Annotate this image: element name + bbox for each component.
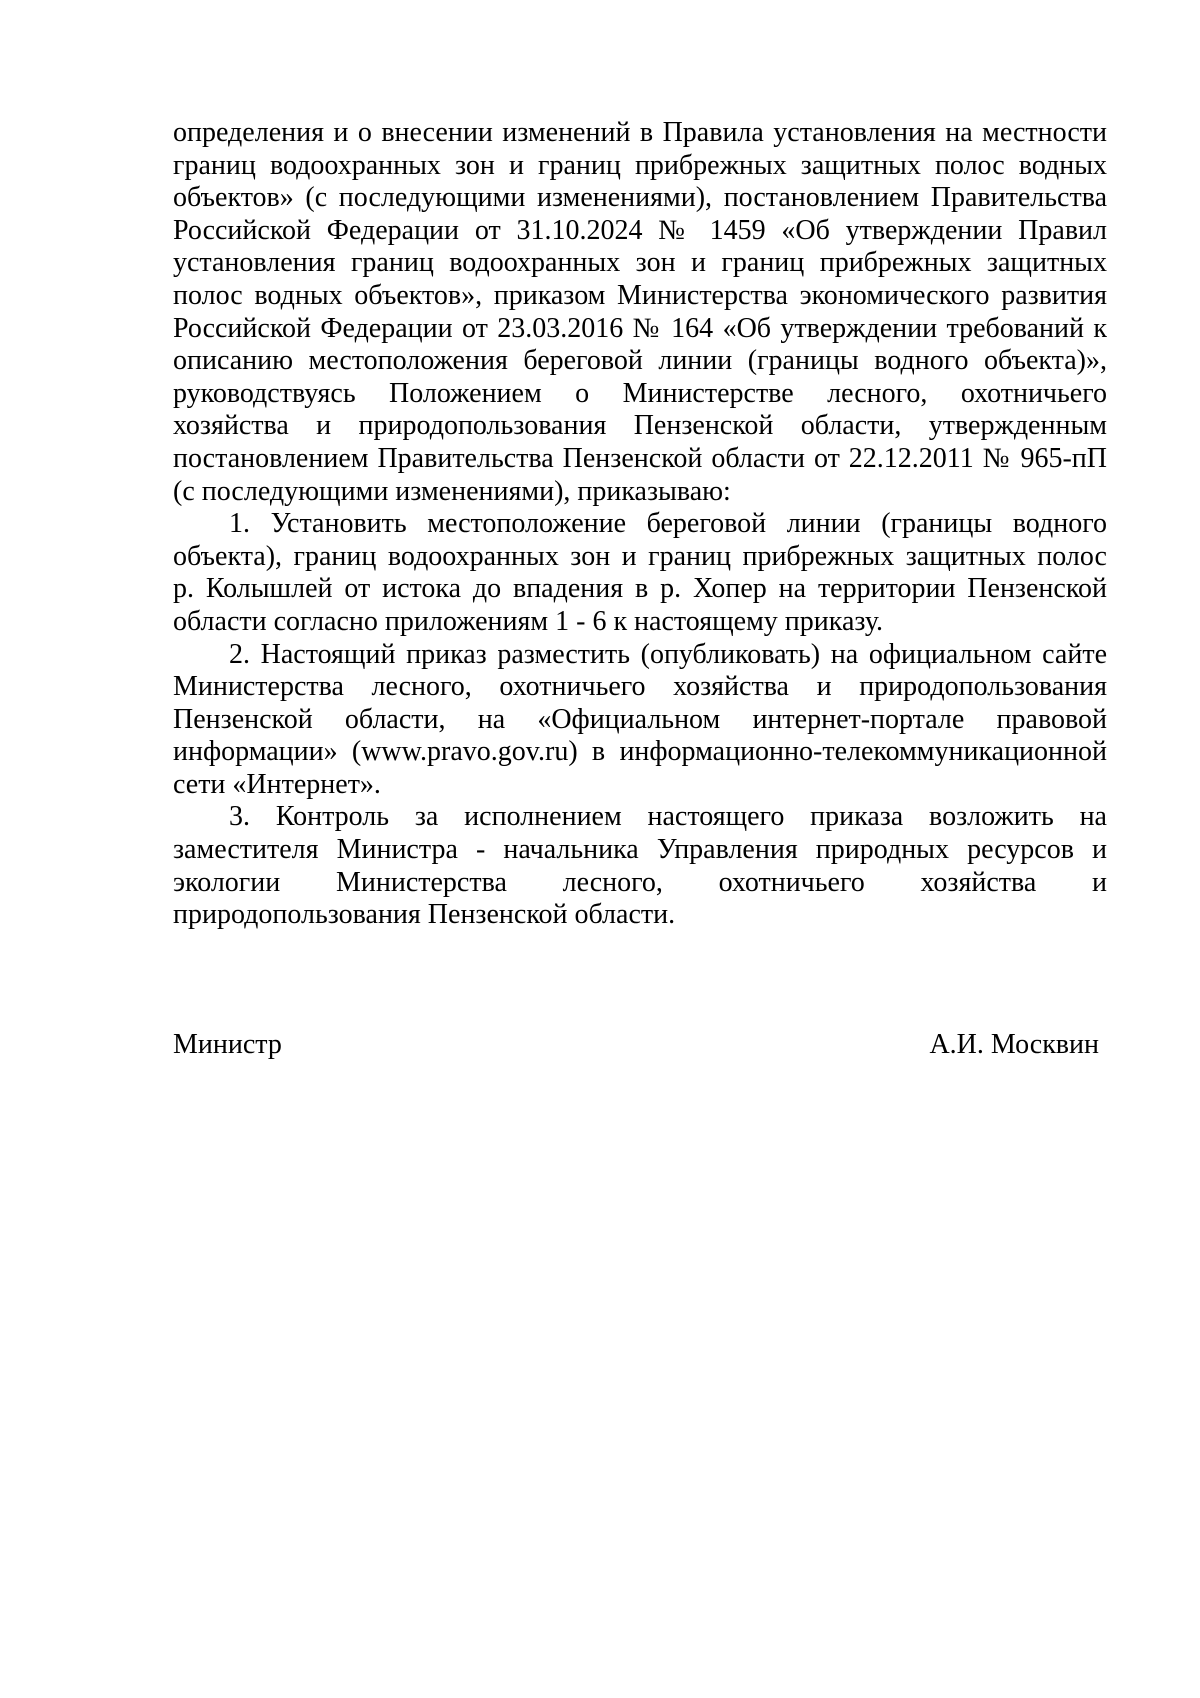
text-line: хозяйства и природопользования Пензенской области, утвержденным <box>173 410 1107 442</box>
text-line: описанию местоположения береговой линии (границы водного объекта)», <box>173 345 1107 377</box>
document-body <box>173 117 1107 932</box>
text-line: информации» (www.pravo.gov.ru) в информационно-телекоммуникационной <box>173 736 1107 768</box>
text-line: сети «Интернет». <box>173 768 381 800</box>
text-line: экологии Министерства лесного, охотничьего хозяйства и <box>173 866 1107 898</box>
signatory-name: А.И. Москвин <box>929 1029 1099 1060</box>
text-line: р. Колышлей от истока до впадения в р. Хопер на территории Пензенской <box>173 573 1107 605</box>
text-line: установления границ водоохранных зон и границ прибрежных защитных <box>173 247 1107 279</box>
text-line: 1. Установить местоположение береговой линии (границы водного <box>229 508 1107 540</box>
text-line: Российской Федерации от 23.03.2016 № 164 «Об утверждении требований к <box>173 312 1107 344</box>
text-line: объекта), границ водоохранных зон и границ прибрежных защитных полос <box>173 540 1107 572</box>
text-line: Министерства лесного, охотничьего хозяйства и природопользования <box>173 671 1107 703</box>
text-line: границ водоохранных зон и границ прибрежных защитных полос водных <box>173 149 1107 181</box>
text-line: полос водных объектов», приказом Министерства экономического развития <box>173 279 1107 311</box>
text-line: природопользования Пензенской области. <box>173 899 676 931</box>
text-line: заместителя Министра - начальника Управления природных ресурсов и <box>173 834 1107 866</box>
text-line: области согласно приложениям 1 - 6 к настоящему приказу. <box>173 605 884 637</box>
signatory-title: Министр <box>173 1029 282 1060</box>
text-line: определения и о внесении изменений в Правила установления на местности <box>173 117 1107 148</box>
text-line: Российской Федерации от 31.10.2024 № 1459 «Об утверждении Правил <box>173 214 1107 246</box>
text-line: руководствуясь Положением о Министерстве лесного, охотничьего <box>173 377 1107 409</box>
text-line: 2. Настоящий приказ разместить (опубликовать) на официальном сайте <box>229 638 1107 670</box>
text-line: 3. Контроль за исполнением настоящего приказа возложить на <box>229 801 1107 833</box>
text-line: (с последующими изменениями), приказываю: <box>173 475 731 507</box>
text-line: постановлением Правительства Пензенской области от 22.12.2011 № 965-пП <box>173 442 1107 474</box>
text-line: Пензенской области, на «Официальном интернет-портале правовой <box>173 703 1107 735</box>
text-line: объектов» (с последующими изменениями), постановлением Правительства <box>173 182 1107 214</box>
